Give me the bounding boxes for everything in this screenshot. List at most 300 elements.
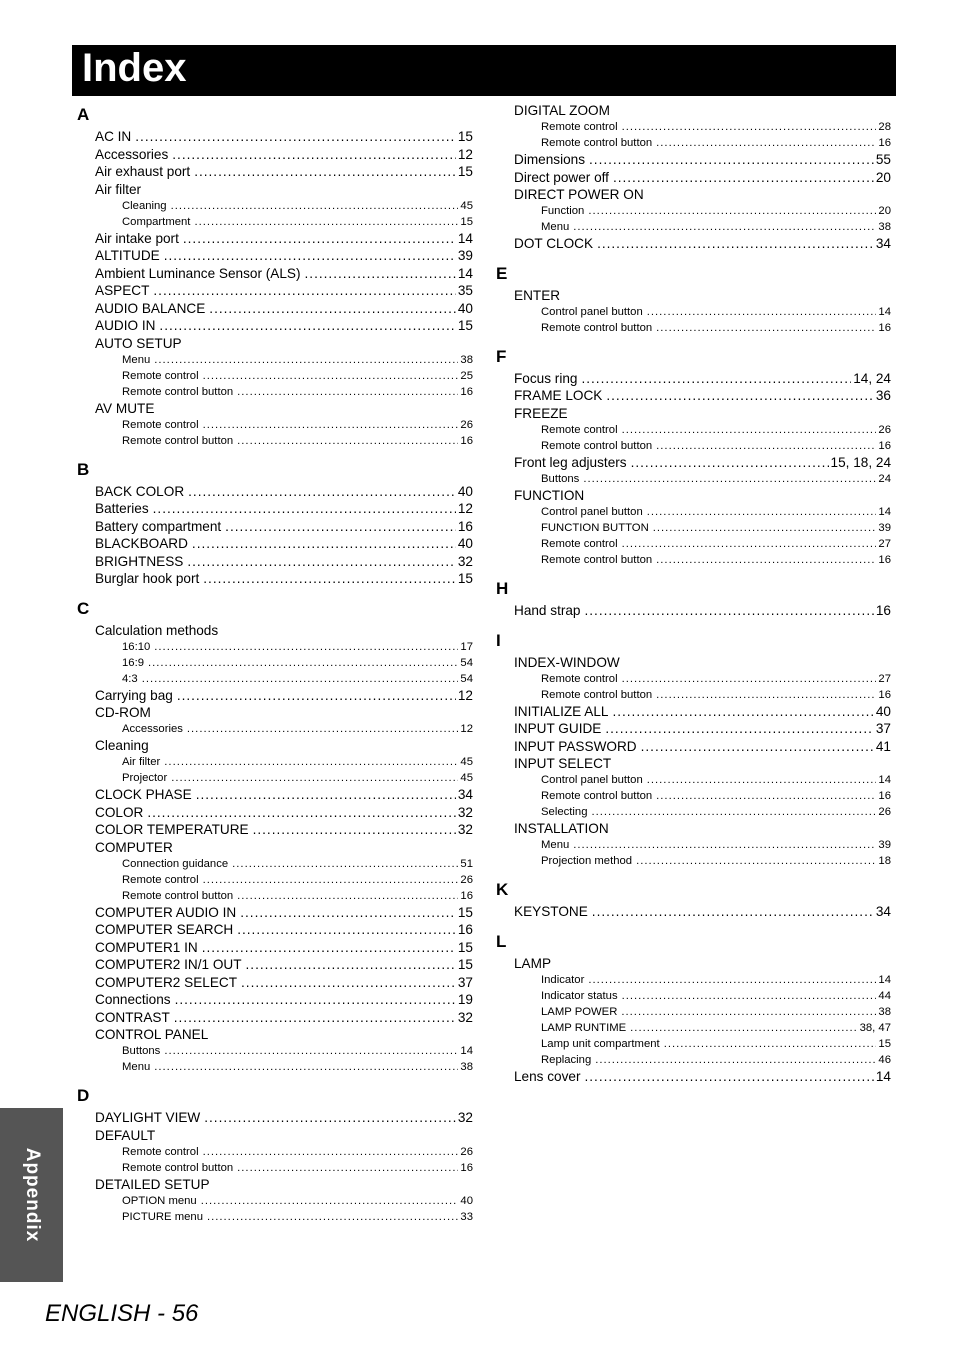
section-gap xyxy=(75,1075,473,1083)
index-entry xyxy=(75,163,473,181)
index-subentry xyxy=(494,671,891,687)
dot-leader xyxy=(622,536,877,552)
index-subentry xyxy=(75,872,473,888)
section-gap xyxy=(75,588,473,596)
dot-leader xyxy=(171,770,458,786)
index-section-letter: A xyxy=(77,105,90,124)
dot-leader xyxy=(203,417,459,433)
index-entry xyxy=(75,265,473,283)
entry-page-number: 15 xyxy=(457,164,473,179)
entry-page-number: 16 xyxy=(878,137,891,149)
index-subentry xyxy=(75,1193,473,1209)
dot-leader xyxy=(581,370,851,388)
dot-leader xyxy=(597,235,874,253)
entry-label: FUNCTION xyxy=(514,488,585,503)
index-subentry xyxy=(75,856,473,872)
dot-leader xyxy=(636,853,876,869)
entry-label: DEFAULT xyxy=(95,1127,156,1143)
index-subentry xyxy=(494,837,891,853)
appendix-side-tab xyxy=(0,1108,63,1282)
dot-leader xyxy=(203,872,459,888)
entry-label: Buttons xyxy=(122,1045,161,1057)
index-entry xyxy=(75,821,473,839)
entry-label: Lamp unit compartment xyxy=(541,1037,660,1050)
index-heading-entry xyxy=(494,755,891,772)
index-entry xyxy=(494,720,891,738)
entry-label: Battery compartment xyxy=(95,518,222,534)
section-gap xyxy=(494,568,891,576)
entry-label: Front leg adjusters xyxy=(514,454,627,470)
entry-label: Connection guidance xyxy=(122,857,229,870)
index-entry xyxy=(494,903,891,921)
index-entry xyxy=(75,974,473,992)
dot-leader xyxy=(188,483,456,501)
index-entry xyxy=(75,483,473,501)
dot-leader xyxy=(194,214,458,230)
entry-page-number: 51 xyxy=(460,857,473,870)
index-subentry xyxy=(494,536,891,552)
index-subentry xyxy=(494,788,891,804)
index-subentry xyxy=(494,1020,891,1036)
entry-page-number: 16 xyxy=(878,439,891,452)
entry-label: DIGITAL ZOOM xyxy=(514,103,610,118)
entry-page-number: 54 xyxy=(460,656,473,669)
entry-label: Indicator status xyxy=(541,989,618,1002)
entry-label: Remote control xyxy=(122,369,199,382)
entry-page-number: 45 xyxy=(460,199,473,212)
dot-leader xyxy=(196,786,456,804)
entry-label: 16:9 xyxy=(122,656,144,669)
index-entry xyxy=(75,939,473,957)
entry-page-number: 15 xyxy=(457,571,473,586)
entry-label: BACK COLOR xyxy=(95,483,185,499)
index-subentry xyxy=(494,203,891,219)
entry-page-number: 37 xyxy=(875,721,891,736)
entry-label: AUDIO IN xyxy=(95,318,156,333)
entry-page-number: 16 xyxy=(460,1161,473,1174)
entry-label: Remote control xyxy=(122,873,199,886)
entry-label: AC IN xyxy=(95,129,132,144)
index-subentry xyxy=(494,219,891,235)
dot-leader xyxy=(237,888,458,904)
dot-leader xyxy=(237,384,458,400)
dot-leader xyxy=(622,119,877,135)
entry-page-number: 14 xyxy=(875,1068,891,1084)
entry-label: Remote control button xyxy=(541,790,653,802)
entry-label: Focus ring xyxy=(514,370,578,386)
entry-label: CD-ROM xyxy=(95,705,151,720)
dot-leader xyxy=(232,856,458,872)
dot-leader xyxy=(164,754,458,770)
entry-page-number: 26 xyxy=(878,806,891,818)
dot-leader xyxy=(174,1009,456,1027)
entry-label: DIRECT POWER ON xyxy=(514,187,644,202)
index-section-letter: L xyxy=(496,931,507,951)
entry-label: COMPUTER2 SELECT xyxy=(95,974,238,990)
entry-label: Remote control button xyxy=(541,688,653,701)
entry-page-number: 40 xyxy=(460,1194,473,1207)
dot-leader xyxy=(621,1004,876,1020)
index-entry xyxy=(75,300,473,318)
entry-page-number: 14 xyxy=(878,506,891,518)
index-subentry xyxy=(494,1052,891,1068)
index-subentry xyxy=(494,304,891,320)
entry-label: Remote control xyxy=(541,672,618,685)
entry-label: Replacing xyxy=(541,1053,592,1066)
entry-page-number: 39 xyxy=(457,248,473,263)
entry-label: Remote control button xyxy=(541,137,653,149)
index-entry xyxy=(494,703,891,721)
entry-label: Remote control button xyxy=(541,554,653,566)
entry-page-number: 14 xyxy=(460,1045,473,1057)
index-entry xyxy=(75,553,473,571)
entry-label: Air intake port xyxy=(95,230,179,246)
index-section-letter: F xyxy=(496,346,507,366)
entry-label: CONTROL PANEL xyxy=(95,1027,209,1042)
index-subentry xyxy=(494,438,891,454)
entry-page-number: 14, 24 xyxy=(853,370,891,386)
index-entry xyxy=(75,518,473,536)
entry-label: Batteries xyxy=(95,501,149,516)
entry-label: Remote control button xyxy=(122,889,234,902)
entry-label: Remote control button xyxy=(541,321,653,334)
index-subentry xyxy=(75,1209,473,1225)
index-entry xyxy=(494,235,891,253)
entry-page-number: 27 xyxy=(878,672,891,685)
entry-page-number: 25 xyxy=(460,369,473,382)
entry-label: Function xyxy=(541,205,585,217)
entry-label: COMPUTER SEARCH xyxy=(95,922,234,937)
entry-page-number: 36 xyxy=(875,388,891,403)
entry-label: AV MUTE xyxy=(95,400,155,416)
dot-leader xyxy=(656,687,876,703)
entry-label: 16:10 xyxy=(122,640,151,653)
index-heading-entry xyxy=(75,622,473,639)
index-heading-entry xyxy=(494,186,891,203)
index-entry xyxy=(75,146,473,164)
index-entry xyxy=(494,738,891,756)
page-title-bar xyxy=(72,45,896,96)
dot-leader xyxy=(192,535,456,553)
section-gap xyxy=(494,253,891,261)
index-heading-entry xyxy=(75,839,473,856)
dot-leader xyxy=(154,639,458,655)
dot-leader xyxy=(207,1209,458,1225)
index-subentry xyxy=(75,671,473,687)
dot-leader xyxy=(612,703,873,721)
entry-label: Remote control xyxy=(122,418,199,431)
entry-page-number: 15 xyxy=(457,129,473,144)
index-subentry xyxy=(75,1059,473,1075)
entry-page-number: 14 xyxy=(878,973,891,986)
index-entry xyxy=(75,687,473,705)
index-entry xyxy=(75,282,473,300)
dot-leader xyxy=(585,1068,874,1086)
dot-leader xyxy=(653,520,877,536)
index-subentry xyxy=(75,433,473,449)
index-entry xyxy=(75,921,473,939)
entry-label: Calculation methods xyxy=(95,622,219,638)
index-heading-entry xyxy=(494,287,891,304)
index-heading-entry xyxy=(75,335,473,352)
index-subentry xyxy=(494,422,891,438)
entry-label: Projector xyxy=(122,772,168,784)
index-entry xyxy=(494,151,891,169)
dot-leader xyxy=(246,956,456,974)
dot-leader xyxy=(172,146,456,164)
dot-leader xyxy=(664,1036,877,1052)
dot-leader xyxy=(592,903,874,921)
dot-leader xyxy=(305,265,456,283)
dot-leader xyxy=(613,169,874,187)
entry-page-number: 40 xyxy=(457,483,473,499)
entry-page-number: 17 xyxy=(460,640,473,653)
entry-label: CLOCK PHASE xyxy=(95,787,192,802)
entry-page-number: 15 xyxy=(878,1037,891,1050)
entry-label: Remote control button xyxy=(122,1161,234,1174)
entry-label: INSTALLATION xyxy=(514,821,609,836)
entry-label: Air filter xyxy=(122,756,161,768)
dot-leader xyxy=(225,518,456,536)
dot-leader xyxy=(135,128,456,146)
index-section-letter: B xyxy=(77,459,90,479)
index-subentry xyxy=(75,368,473,384)
entry-label: Air exhaust port xyxy=(95,164,191,179)
entry-label: FUNCTION BUTTON xyxy=(541,522,649,534)
entry-page-number: 28 xyxy=(878,121,891,133)
index-heading-entry xyxy=(75,704,473,721)
entry-page-number: 12 xyxy=(460,723,473,735)
entry-label: DAYLIGHT VIEW xyxy=(95,1110,201,1125)
dot-leader xyxy=(154,352,458,368)
entry-label: ASPECT xyxy=(95,283,150,298)
index-subentry xyxy=(75,1144,473,1160)
entry-label: Connections xyxy=(95,992,171,1007)
entry-page-number: 40 xyxy=(457,536,473,551)
section-gap xyxy=(494,620,891,628)
entry-label: Hand strap xyxy=(514,603,581,618)
entry-page-number: 26 xyxy=(460,418,473,431)
entry-label: KEYSTONE xyxy=(514,904,588,919)
entry-page-number: 19 xyxy=(457,992,473,1007)
entry-page-number: 38 xyxy=(460,1061,473,1073)
side-tab-label: Appendix xyxy=(21,1147,43,1243)
entry-label: AUDIO BALANCE xyxy=(95,300,206,316)
entry-label: FRAME LOCK xyxy=(514,388,603,403)
index-heading-entry xyxy=(494,102,891,119)
index-subentry xyxy=(75,1160,473,1176)
entry-label: BRIGHTNESS xyxy=(95,553,184,569)
index-subentry xyxy=(494,1004,891,1020)
dot-leader xyxy=(630,1020,857,1036)
entry-label: Lens cover xyxy=(514,1068,581,1084)
entry-label: Remote control xyxy=(541,121,618,133)
index-entry xyxy=(494,454,891,472)
dot-leader xyxy=(585,602,874,620)
dot-leader xyxy=(164,1043,458,1059)
entry-page-number: 20 xyxy=(878,205,891,217)
dot-leader xyxy=(237,433,458,449)
index-section-letter: I xyxy=(496,630,501,650)
dot-leader xyxy=(647,304,877,320)
dot-leader xyxy=(194,163,456,181)
entry-page-number: 12 xyxy=(457,501,473,516)
dot-leader xyxy=(203,1144,459,1160)
index-heading-entry xyxy=(75,1127,473,1144)
dot-leader xyxy=(647,504,877,520)
entry-label: INPUT SELECT xyxy=(514,756,612,771)
entry-label: INPUT GUIDE xyxy=(514,721,602,736)
index-section-letter: D xyxy=(77,1086,90,1105)
entry-label: Accessories xyxy=(122,723,183,735)
index-entry xyxy=(75,786,473,804)
dot-leader xyxy=(183,230,456,248)
index-entry xyxy=(494,370,891,388)
entry-page-number: 15, 18, 24 xyxy=(830,454,891,470)
index-subentry xyxy=(75,384,473,400)
index-entry xyxy=(75,804,473,822)
entry-label: Selecting xyxy=(541,806,588,818)
entry-page-number: 26 xyxy=(878,423,891,436)
entry-label: Air filter xyxy=(95,181,142,197)
dot-leader xyxy=(622,422,877,438)
index-subentry xyxy=(494,772,891,788)
entry-page-number: 39 xyxy=(878,839,891,851)
entry-page-number: 37 xyxy=(457,974,473,990)
entry-label: LAMP xyxy=(514,955,552,971)
entry-label: Remote control xyxy=(541,538,618,550)
index-heading-entry xyxy=(75,1026,473,1043)
index-subentry xyxy=(75,655,473,671)
entry-page-number: 20 xyxy=(875,169,891,185)
dot-leader xyxy=(647,772,877,788)
dot-leader xyxy=(203,570,456,588)
entry-label: CONTRAST xyxy=(95,1009,170,1025)
index-entry xyxy=(75,247,473,265)
dot-leader xyxy=(588,203,876,219)
entry-label: ENTER xyxy=(514,287,561,303)
dot-leader xyxy=(656,438,876,454)
dot-leader xyxy=(237,1160,458,1176)
entry-page-number: 14 xyxy=(878,305,891,318)
entry-label: Projection method xyxy=(541,855,633,867)
entry-label: Cleaning xyxy=(122,199,167,212)
entry-label: COLOR TEMPERATURE xyxy=(95,822,249,837)
dot-leader xyxy=(187,553,456,571)
dot-leader xyxy=(583,471,876,487)
dot-leader xyxy=(154,1059,458,1075)
dot-leader xyxy=(622,988,877,1004)
entry-page-number: 34 xyxy=(457,787,473,802)
index-subentry xyxy=(494,972,891,988)
dot-leader xyxy=(177,687,456,705)
entry-label: Remote control button xyxy=(122,434,234,447)
entry-label: Control panel button xyxy=(541,305,643,318)
entry-page-number: 38 xyxy=(878,1005,891,1018)
dot-leader xyxy=(240,904,456,922)
entry-label: Menu xyxy=(122,1061,151,1073)
section-gap xyxy=(494,336,891,344)
index-entry xyxy=(494,387,891,405)
entry-page-number: 40 xyxy=(875,703,891,719)
dot-leader xyxy=(595,1052,876,1068)
dot-leader xyxy=(209,300,456,318)
footer-text: ENGLISH - 56 xyxy=(45,1300,199,1327)
entry-page-number: 54 xyxy=(460,672,473,685)
index-subentry xyxy=(494,520,891,536)
entry-page-number: 16 xyxy=(460,889,473,902)
index-subentry xyxy=(494,804,891,820)
section-gap xyxy=(75,449,473,457)
entry-label: INITIALIZE ALL xyxy=(514,703,609,719)
entry-label: PICTURE menu xyxy=(122,1210,203,1223)
index-subentry xyxy=(75,198,473,214)
index-heading-entry xyxy=(494,405,891,422)
index-entry xyxy=(75,230,473,248)
entry-label: Indicator xyxy=(541,973,585,986)
entry-page-number: 16 xyxy=(457,518,473,534)
index-heading-entry xyxy=(494,487,891,504)
entry-label: 4:3 xyxy=(122,672,138,685)
entry-label: Accessories xyxy=(95,146,169,162)
dot-leader xyxy=(153,500,456,518)
entry-page-number: 26 xyxy=(460,1145,473,1158)
index-entry xyxy=(75,991,473,1009)
page-footer xyxy=(45,1300,198,1328)
dot-leader xyxy=(631,454,829,472)
index-entry xyxy=(75,904,473,922)
index-section-letter: H xyxy=(496,579,509,598)
entry-label: COMPUTER1 IN xyxy=(95,939,198,955)
entry-page-number: 12 xyxy=(457,146,473,162)
entry-page-number: 16 xyxy=(878,688,891,701)
entry-page-number: 33 xyxy=(460,1210,473,1223)
dot-leader xyxy=(142,671,459,687)
entry-label: Menu xyxy=(541,221,570,233)
dot-leader xyxy=(171,198,459,214)
entry-label: Remote control button xyxy=(541,439,653,452)
entry-label: INDEX-WINDOW xyxy=(514,654,620,670)
entry-label: LAMP RUNTIME xyxy=(541,1021,627,1034)
entry-label: FREEZE xyxy=(514,405,568,421)
entry-label: Remote control xyxy=(122,1145,199,1158)
index-subentry xyxy=(494,1036,891,1052)
dot-leader xyxy=(204,1109,456,1127)
entry-label: Cleaning xyxy=(95,738,149,753)
entry-label: Remote control button xyxy=(122,385,234,398)
entry-page-number: 15 xyxy=(457,939,473,955)
section-gap xyxy=(494,921,891,929)
entry-label: LAMP POWER xyxy=(541,1005,618,1018)
index-subentry xyxy=(75,770,473,786)
entry-page-number: 16 xyxy=(460,434,473,447)
entry-page-number: 39 xyxy=(878,522,891,534)
index-subentry xyxy=(494,552,891,568)
entry-label: ALTITUDE xyxy=(95,248,160,263)
page-title: Index xyxy=(82,46,187,90)
index-subentry xyxy=(75,754,473,770)
entry-label: AUTO SETUP xyxy=(95,335,182,351)
entry-page-number: 16 xyxy=(457,922,473,937)
entry-label: COMPUTER xyxy=(95,839,173,855)
index-entry xyxy=(75,317,473,335)
entry-label: Carrying bag xyxy=(95,687,173,703)
entry-page-number: 44 xyxy=(878,989,891,1002)
index-entry xyxy=(75,500,473,518)
entry-page-number: 27 xyxy=(878,538,891,550)
entry-label: DETAILED SETUP xyxy=(95,1176,210,1192)
index-entry xyxy=(494,602,891,620)
